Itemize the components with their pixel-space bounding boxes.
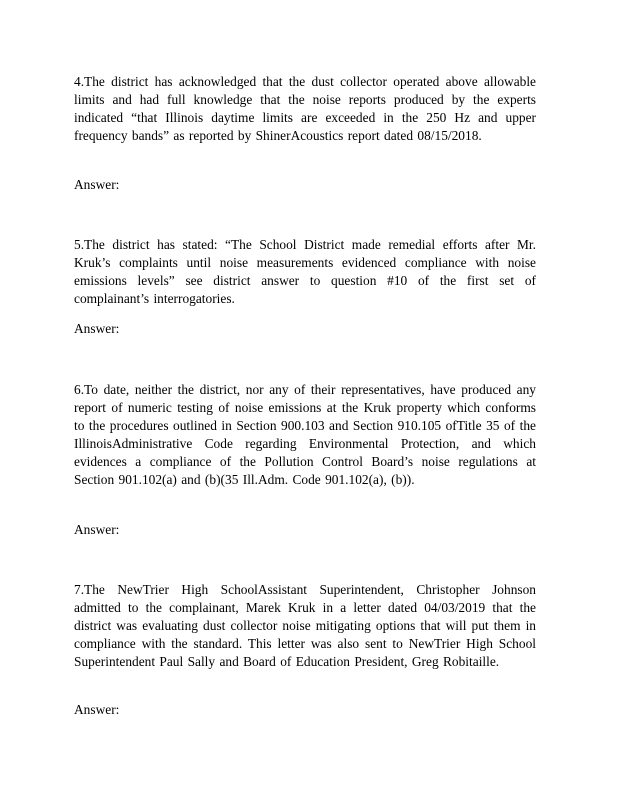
question-4-text: 4.The district has acknowledged that the dust collector operated above allowable limits and had full knowledge that the noise reports produced by the experts indicated “that Illinois daytime limits are exceeded in the 250 Hz and upper frequency bands” as reported by ShinerAcoustics report dated 08/15/2018.	[74, 74, 536, 143]
question-6-text: 6.To date, neither the district, nor any of their representatives, have produced any report of numeric testing of noise emissions at the Kruk property which conforms to the procedures outlined in Section 900.103 and Section 910.105 ofTitle 35 of the IllinoisAdministrative Code regarding Environmental Protection, and which evidences a compliance of the Pollution Control Board’s noise regulations at Section 901.102(a) and (b)(35 Ill.Adm. Code 901.102(a), (b)).	[74, 382, 536, 487]
question-5-answer-label: Answer:	[74, 321, 120, 336]
question-4-answer-label: Answer:	[74, 177, 120, 192]
question-7-text: 7.The NewTrier High SchoolAssistant Superintendent, Christopher Johnson admitted to the complainant, Marek Kruk in a letter dated 04/03/2019 that the district was evaluating dust collector noise mitigating options that will put them in compliance with the standard. This letter was also sent to NewTrier High School Superintendent Paul Sally and Board of Education President, Greg Robitaille.	[74, 582, 536, 669]
question-7-answer-label: Answer:	[74, 702, 120, 717]
question-5-text: 5.The district has stated: “The School District made remedial efforts after Mr. Kruk’s complaints until noise measurements evidenced compliance with noise emissions levels” see district answer to question #10 of the first set of complainant’s interrogatories.	[74, 237, 536, 306]
question-6-answer-label: Answer:	[74, 522, 120, 537]
